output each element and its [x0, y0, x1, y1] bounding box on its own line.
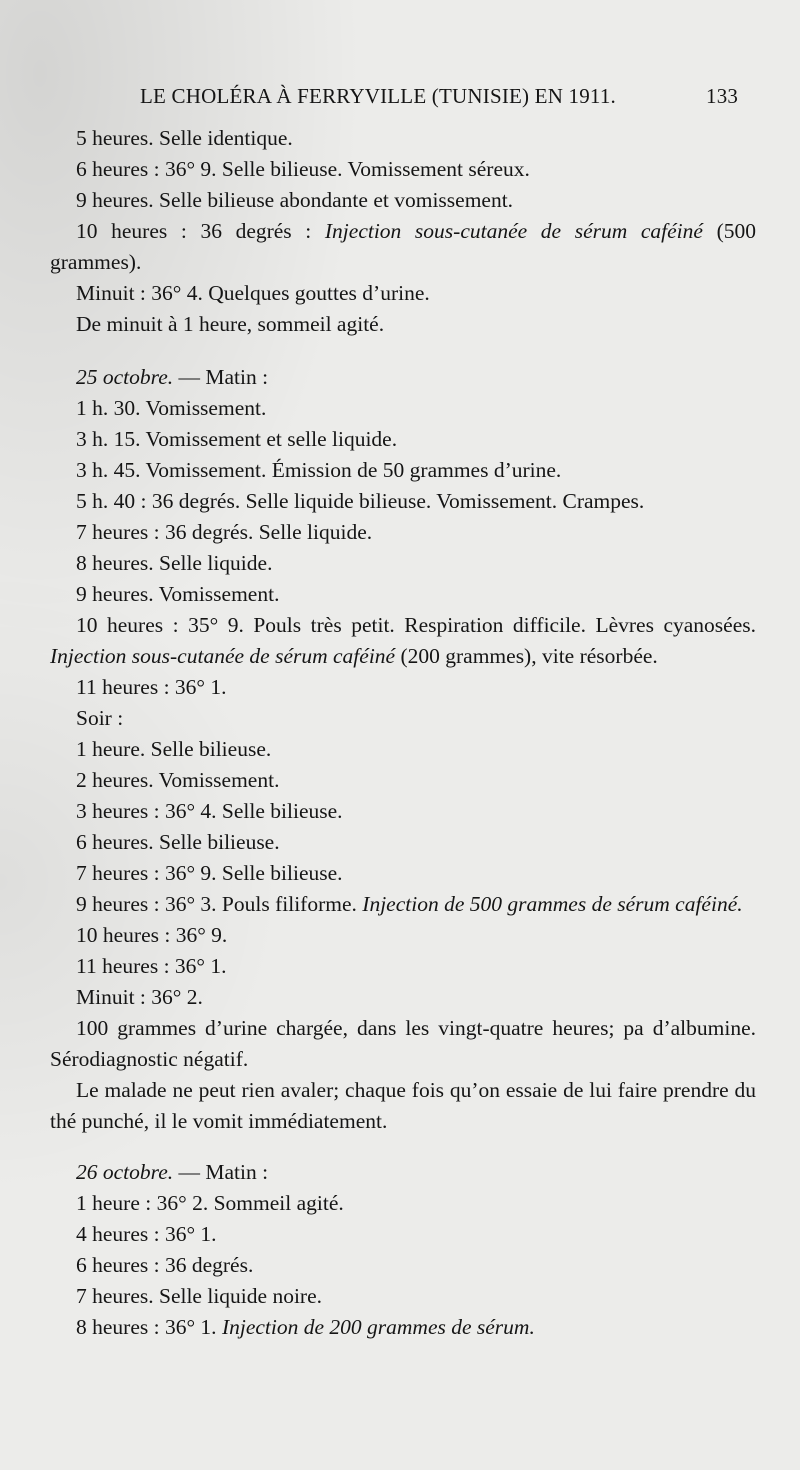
text-span: — Matin :: [173, 365, 269, 389]
text-line: 7 heures : 36° 9. Selle bilieuse.: [76, 861, 343, 885]
text-span: 9 heures : 36° 3. Pouls filiforme.: [76, 892, 363, 916]
text-line: 1 h. 30. Vomissement.: [76, 396, 267, 420]
text-line: 7 heures : 36 degrés. Selle liquide.: [76, 520, 373, 544]
paragraph: 100 grammes d’urine chargée, dans les vingt-quatre heures; pa d’albumine. Sérodiagnostic négatif.: [50, 1016, 756, 1071]
text-line: 2 heures. Vomissement.: [76, 768, 280, 792]
text-line: 8 heures. Selle liquide.: [76, 551, 273, 575]
running-title: LE CHOLÉRA À FERRYVILLE (TUNISIE) EN 1911.: [140, 84, 616, 108]
text-line: 4 heures : 36° 1.: [76, 1222, 217, 1246]
text-line: 1 heure. Selle bilieuse.: [76, 737, 272, 761]
text-line: 11 heures : 36° 1.: [76, 675, 227, 699]
date-heading: [50, 362, 756, 393]
paragraph: Le malade ne peut rien avaler; chaque fois qu’on essaie de lui faire prendre du thé punché, il le vomit immédiatement.: [50, 1078, 756, 1133]
text-line: 3 heures : 36° 4. Selle bilieuse.: [76, 799, 343, 823]
date-heading: [50, 1157, 756, 1188]
text-line: 6 heures : 36 degrés.: [76, 1253, 254, 1277]
page-number: 133: [706, 84, 739, 108]
paragraph: [50, 216, 756, 278]
text-span: 10 heures : 36 degrés :: [76, 219, 325, 243]
text-line: Soir :: [76, 706, 124, 730]
text-span: (500 grammes).: [50, 219, 756, 274]
text-line: 6 heures. Selle bilieuse.: [76, 830, 280, 854]
text-line: 10 heures : 36° 9.: [76, 923, 228, 947]
text-span: 10 heures : 35° 9. Pouls très petit. Respiration difficile. Lèvres cyanosées.: [76, 613, 756, 637]
text-line: 11 heures : 36° 1.: [76, 954, 227, 978]
text-line: 6 heures : 36° 9. Selle bilieuse. Vomissement séreux.: [76, 157, 530, 181]
italic-span: Injection sous-cutanée de sérum caféiné: [50, 644, 396, 668]
text-line: 5 heures. Selle identique.: [76, 126, 293, 150]
text-line: De minuit à 1 heure, sommeil agité.: [76, 312, 385, 336]
text-span: 8 heures : 36° 1.: [76, 1315, 222, 1339]
text-line: Minuit : 36° 2.: [76, 985, 203, 1009]
text-line: Minuit : 36° 4. Quelques gouttes d’urine.: [76, 281, 430, 305]
page-body: [50, 123, 756, 1343]
text-line: 1 heure : 36° 2. Sommeil agité.: [76, 1191, 344, 1215]
text-line: 7 heures. Selle liquide noire.: [76, 1284, 322, 1308]
text-line: 5 h. 40 : 36 degrés. Selle liquide bilieuse. Vomissement. Crampes.: [76, 489, 645, 513]
paragraph: [50, 889, 756, 920]
text-span: (200 grammes), vite résorbée.: [395, 644, 658, 668]
text-span: — Matin :: [173, 1160, 269, 1184]
spacer: [50, 1137, 756, 1157]
text-line: [50, 1312, 756, 1343]
text-line: 9 heures. Vomissement.: [76, 582, 280, 606]
text-line: 3 h. 15. Vomissement et selle liquide.: [76, 427, 398, 451]
text-line: 9 heures. Selle bilieuse abondante et vomissement.: [76, 188, 514, 212]
date-label: 25 octobre.: [76, 365, 174, 389]
italic-span: Injection de 500 grammes de sérum caféiné.: [362, 892, 743, 916]
italic-span: Injection sous-cutanée de sérum caféiné: [324, 219, 703, 243]
text-line: 3 h. 45. Vomissement. Émission de 50 grammes d’urine.: [76, 458, 562, 482]
italic-span: Injection de 200 grammes de sérum.: [221, 1315, 535, 1339]
date-label: 26 octobre.: [76, 1160, 174, 1184]
paragraph: [50, 610, 756, 672]
spacer: [50, 340, 756, 362]
